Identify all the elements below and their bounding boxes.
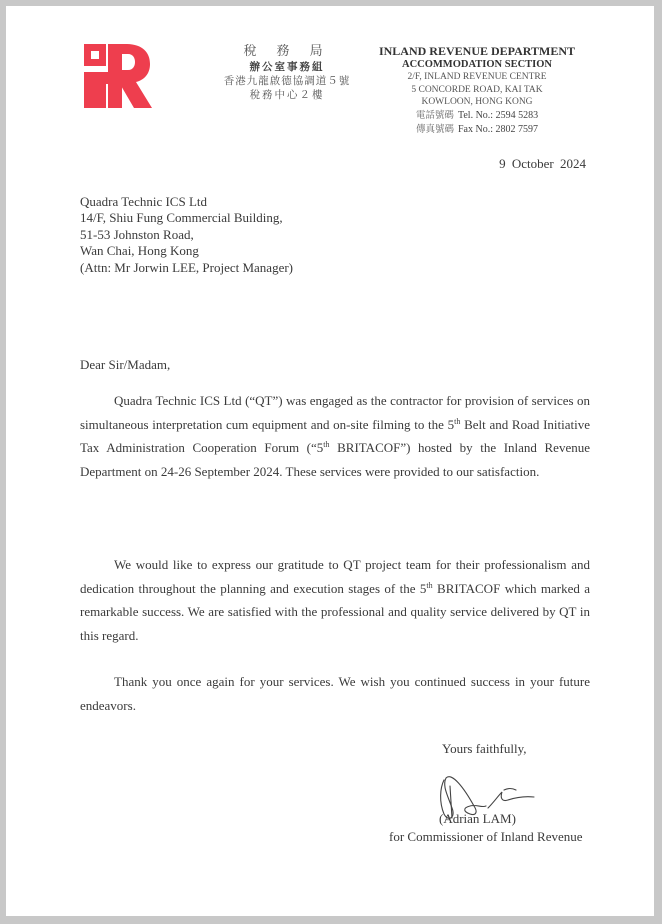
recipient-address-line: Wan Chai, Hong Kong: [80, 243, 199, 259]
chinese-letterhead: [212, 44, 362, 102]
paragraph-text: BRITACOF”) hosted by the Inland Revenue Department on 24-26 September 2024. These services were provided to our satisfaction.: [80, 440, 590, 479]
salutation: Dear Sir/Madam,: [80, 357, 171, 372]
recipient-address: [80, 194, 293, 276]
letter-date: 9 October 2024: [499, 156, 586, 171]
recipient-address-line: 14/F, Shiu Fung Commercial Building,: [80, 210, 283, 226]
recipient-company: Quadra Technic ICS Ltd: [80, 194, 208, 209]
signer-title: for Commissioner of Inland Revenue: [389, 829, 583, 844]
english-letterhead: [358, 44, 596, 137]
chinese-section-name: 辦公室事務組: [249, 61, 325, 73]
department-name: INLAND REVENUE DEPARTMENT: [378, 44, 576, 58]
body-paragraph-2: [80, 553, 590, 647]
paragraph-text: BRITACOF which marked a remarkable success. We are satisfied with the professional and quality service delivered by QT in this regard.: [80, 580, 591, 643]
fax-line: [358, 123, 596, 137]
address-line: 5 CONCORDE ROAD, KAI TAK: [411, 84, 543, 95]
telephone-line: [358, 109, 596, 123]
recipient-address-line: 51-53 Johnston Road,: [80, 226, 194, 242]
chinese-address-line: 香港九龍啟德協調道５號: [223, 75, 351, 87]
chinese-dept-name: 稅 務 局: [243, 44, 331, 59]
signer-name: (Adrian LAM): [439, 811, 516, 826]
ordinal-suffix: th: [426, 580, 433, 590]
paragraph-text: We would like to express our gratitude to QT project team for their professionalism and dedication throughout the planning and execution stages of the 5: [80, 557, 590, 596]
ordinal-suffix: th: [454, 416, 461, 426]
section-name: ACCOMMODATION SECTION: [401, 59, 553, 70]
telephone-label-chinese: 電話號碼: [415, 109, 454, 121]
address-line: 2/F, INLAND REVENUE CENTRE: [407, 72, 547, 82]
address-line: KOWLOON, HONG KONG: [421, 97, 533, 107]
fax-label-chinese: 傳真號碼: [415, 123, 454, 135]
body-paragraph-1: [80, 389, 590, 483]
chinese-address-line: 稅務中心２樓: [249, 89, 325, 101]
fax-number: Fax No.: 2802 7597: [458, 123, 538, 135]
ird-logo: [82, 42, 152, 110]
body-paragraph-3: Thank you once again for your services. We wish you continued success in your future endeavors.: [80, 674, 590, 713]
recipient-attention: (Attn: Mr Jorwin LEE, Project Manager): [80, 259, 294, 275]
letter-page: [6, 6, 654, 916]
ordinal-suffix: th: [323, 440, 330, 450]
paragraph-text: Belt and Road Initiative Tax Administration Cooperation Forum (“5: [80, 416, 590, 456]
paragraph-text: Quadra Technic ICS Ltd (“QT”) was engaged as the contractor for provision of services on simultaneous interpretation cum equipment and on-site filming to the 5: [80, 393, 590, 432]
telephone-number: Tel. No.: 2594 5283: [457, 109, 539, 121]
closing: Yours faithfully,: [442, 741, 527, 756]
